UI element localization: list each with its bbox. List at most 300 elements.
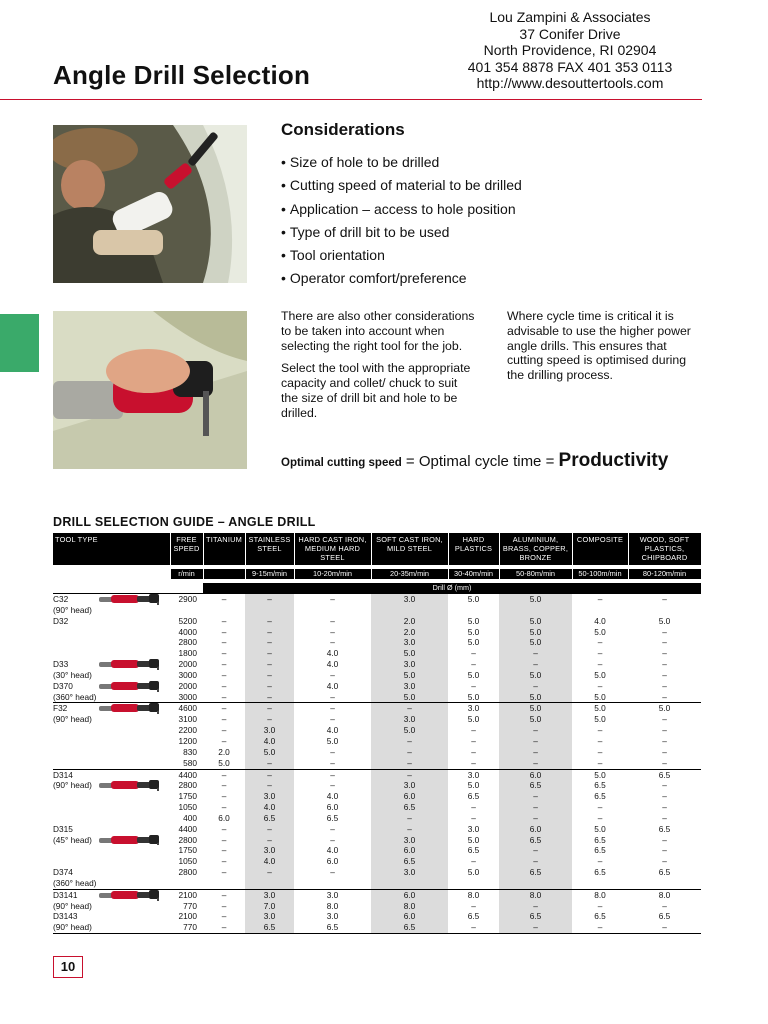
productivity-formula [281, 450, 668, 472]
tool-type-label: (45° head) [53, 834, 92, 845]
drill-size-cell: – [221, 802, 227, 813]
drill-size-cell: 3.0 [371, 780, 448, 791]
drill-size-cell: – [662, 659, 667, 670]
drill-size-cell: 5.0 [467, 867, 480, 878]
drill-size-cell: – [662, 780, 667, 791]
free-speed-cell: 2000 [178, 680, 197, 691]
tool-type-cell [53, 901, 170, 912]
drill-size-cell: 6.0 [371, 911, 448, 922]
angle-drill-icon [99, 659, 165, 670]
drill-size-cell: – [203, 703, 245, 714]
tool-type-cell [53, 824, 170, 835]
drill-size-cell: – [245, 637, 294, 648]
tool-type-label: (360° head) [53, 691, 97, 702]
drill-size-cell: – [499, 813, 572, 824]
drill-size-cell: – [330, 615, 335, 626]
drill-size-cell: 6.5 [467, 791, 480, 802]
contact-phone: 401 354 8878 FAX 401 353 0113 [467, 58, 673, 75]
drill-size-cell: – [471, 900, 476, 911]
drill-size-cell: 5.0 [467, 669, 480, 680]
free-speed-cell: 2100 [178, 911, 197, 922]
table-row [53, 648, 701, 659]
free-speed-cell: 3000 [178, 691, 197, 702]
drill-size-cell [499, 878, 572, 889]
formula-equals: = [401, 453, 419, 470]
units-cell: 10-20m/min [294, 569, 371, 579]
drill-size-cell: – [597, 900, 603, 911]
table-row [53, 901, 701, 912]
contact-name: Lou Zampini & Associates [489, 9, 651, 25]
list-item: • Size of hole to be drilled [281, 152, 522, 175]
free-speed-cell: 4600 [170, 703, 203, 714]
drill-size-cell: 8.0 [628, 889, 701, 900]
free-speed-cell: 2900 [170, 594, 203, 605]
drill-size-cell: – [471, 735, 476, 746]
drill-size-cell: 5.0 [467, 714, 480, 725]
drill-size-cell: 3.0 [245, 845, 294, 856]
drill-size-cell: 4.0 [326, 659, 339, 670]
drill-size-cell: – [221, 922, 227, 933]
drill-size-cell: – [499, 725, 572, 736]
drill-size-cell: 5.0 [499, 637, 572, 648]
drill-size-cell: – [330, 669, 335, 680]
drill-size-cell: 5.0 [467, 626, 480, 637]
free-speed-cell: 2800 [178, 867, 197, 878]
drill-size-cell: – [245, 681, 294, 692]
drill-size-cell [628, 878, 701, 889]
drill-size-cell: 6.5 [499, 835, 572, 846]
table-row [53, 922, 701, 933]
table-row [53, 703, 701, 714]
drill-size-cell: – [245, 824, 294, 835]
tool-type-label: D3143 [53, 911, 78, 922]
drill-size-cell: 5.0 [467, 834, 480, 845]
drill-size-cell: 8.0 [499, 889, 572, 900]
considerations-heading: Considerations [281, 120, 405, 139]
drill-size-cell: – [471, 922, 476, 933]
drill-size-cell: 5.0 [499, 670, 572, 681]
tool-type-label: D374 [53, 867, 73, 878]
tool-type-cell [53, 835, 170, 846]
drill-size-cell: 5.0 [467, 780, 480, 791]
drill-size-cell: – [597, 812, 603, 823]
drill-size-cell: 6.5 [628, 769, 701, 780]
drill-size-cell: – [330, 714, 335, 725]
page-number: 10 [53, 956, 83, 978]
free-speed-cell [170, 878, 203, 889]
drill-size-cell: 4.0 [326, 845, 339, 856]
column-header: HARD CAST IRON, MEDIUM HARD STEEL [294, 533, 371, 565]
drill-size-cell [371, 878, 448, 889]
free-speed-cell: 5200 [178, 615, 197, 626]
drill-size-cell: – [330, 691, 335, 702]
free-speed-cell: 4400 [170, 769, 203, 780]
drill-size-cell: 5.0 [467, 637, 480, 648]
drill-size-cell [245, 878, 294, 889]
drill-size-cell: – [662, 680, 667, 691]
drill-size-cell: – [371, 813, 448, 824]
free-speed-cell: 2800 [178, 780, 197, 791]
drill-size-cell: – [662, 735, 667, 746]
table-row [53, 594, 701, 605]
drill-size-cell: – [245, 714, 294, 725]
table-row [53, 714, 701, 725]
drill-size-cell: – [499, 648, 572, 659]
drill-selection-table [53, 533, 702, 934]
drill-size-cell: 5.0 [371, 725, 448, 736]
tool-type-cell [53, 681, 170, 692]
list-item: • Operator comfort/preference [281, 268, 522, 291]
drill-size-cell: – [597, 735, 603, 746]
formula-equals: = [541, 453, 559, 470]
free-speed-cell: 400 [183, 812, 197, 823]
drill-size-cell: – [245, 648, 294, 659]
table-row [53, 813, 701, 824]
drill-size-cell: – [221, 659, 227, 670]
drill-size-cell [448, 878, 499, 889]
formula-part-2: Optimal cycle time [418, 453, 542, 470]
drill-size-cell: 3.0 [245, 791, 294, 802]
drill-size-cell: – [221, 691, 227, 702]
units-cell: 50-100m/min [572, 569, 628, 579]
drill-size-cell: 6.5 [594, 780, 606, 791]
free-speed-cell [170, 605, 203, 616]
drill-size-cell: 6.5 [594, 791, 606, 802]
free-speed-cell: 2000 [178, 659, 197, 670]
drill-size-cell: – [221, 680, 227, 691]
drill-size-cell: – [330, 637, 335, 648]
section-tab [0, 314, 39, 372]
drill-size-cell: 5.0 [594, 691, 606, 702]
drill-size-cell: 6.0 [326, 802, 339, 813]
drill-size-cell: – [221, 714, 227, 725]
angle-drill-icon [99, 703, 165, 714]
drill-size-cell: – [221, 823, 227, 834]
drill-size-cell: 5.0 [594, 823, 606, 834]
tool-type-label: D3141 [53, 889, 78, 900]
drill-size-cell: – [662, 757, 667, 768]
drill-size-cell: 5.0 [499, 616, 572, 627]
drill-size-cell [294, 878, 371, 889]
drill-size-cell: – [245, 670, 294, 681]
tool-type-label: (360° head) [53, 877, 97, 888]
column-header: TITANIUM [203, 533, 245, 565]
tool-type-cell [53, 637, 170, 648]
table-row [53, 627, 701, 638]
drill-size-cell: – [245, 594, 294, 605]
drill-size-cell: 3.0 [326, 911, 339, 922]
drill-size-cell: 8.0 [448, 889, 499, 900]
tool-type-cell [53, 867, 170, 878]
drill-size-cell: – [203, 769, 245, 780]
tool-type-cell [53, 648, 170, 659]
formula-part-3: Productivity [558, 450, 669, 471]
drill-size-cell: 5.0 [499, 703, 572, 714]
drill-size-cell: – [499, 747, 572, 758]
drill-size-cell: 5.0 [326, 735, 339, 746]
drill-size-cell: 8.0 [371, 901, 448, 912]
drill-size-cell: – [371, 703, 448, 714]
drill-size-cell: – [294, 769, 371, 780]
table-row [53, 878, 701, 889]
drill-size-cell [203, 605, 245, 616]
drill-size-cell: – [221, 856, 227, 867]
guide-title: DRILL SELECTION GUIDE – ANGLE DRILL [53, 515, 316, 529]
tool-type-cell [53, 692, 170, 703]
drill-size-cell: – [371, 747, 448, 758]
contact-block [430, 9, 710, 92]
drill-size-cell: 6.5 [658, 911, 671, 922]
drill-size-cell: 5.0 [658, 615, 671, 626]
drill-size-cell [203, 878, 245, 889]
drill-size-cell: – [330, 834, 335, 845]
drill-size-cell: – [371, 824, 448, 835]
drill-size-cell: 5.0 [499, 627, 572, 638]
body-left-column [281, 309, 477, 429]
drill-size-cell: 2.0 [218, 746, 230, 757]
drill-size-cell: 6.5 [658, 823, 671, 834]
drill-size-cell: 3.0 [371, 637, 448, 648]
table-row [53, 867, 701, 878]
units-cell: 50-80m/min [499, 569, 572, 579]
drill-size-cell: 5.0 [572, 703, 628, 714]
drill-size-cell: – [245, 835, 294, 846]
tool-type-label: D32 [53, 615, 69, 626]
tool-type-cell [53, 605, 170, 616]
drill-size-cell: – [597, 802, 603, 813]
table-row [53, 681, 701, 692]
angle-drill-icon [99, 594, 165, 605]
drill-size-cell: – [471, 680, 476, 691]
column-header: ALUMINIUM, BRASS, COPPER, BRONZE [499, 533, 572, 565]
tool-type-cell [53, 911, 170, 922]
drill-size-cell: 6.0 [218, 812, 230, 823]
drill-size-cell: – [471, 648, 476, 659]
tool-type-label: (90° head) [53, 714, 92, 725]
drill-size-cell: 6.5 [371, 802, 448, 813]
list-item: • Cutting speed of material to be drilled [281, 175, 522, 198]
drill-size-cell: – [221, 648, 227, 659]
drill-size-cell: – [662, 802, 667, 813]
drill-size-cell: 4.0 [594, 615, 606, 626]
drill-size-cell: – [597, 637, 603, 648]
drill-size-cell: 3.0 [371, 835, 448, 846]
tool-type-label: (90° head) [53, 604, 92, 615]
drill-size-cell: 3.0 [245, 911, 294, 922]
drill-size-cell: – [662, 626, 667, 637]
drill-size-cell: 6.5 [594, 867, 606, 878]
drill-size-cell: – [221, 735, 227, 746]
drill-size-cell: 3.0 [448, 769, 499, 780]
column-header: SOFT CAST IRON, MILD STEEL [371, 533, 448, 565]
table-row [53, 769, 701, 780]
table-row [53, 835, 701, 846]
drill-size-cell: 6.0 [499, 824, 572, 835]
drill-size-cell: – [221, 900, 227, 911]
tool-type-label: F32 [53, 703, 68, 714]
drill-size-cell: 4.0 [326, 648, 339, 659]
drill-size-cell: – [330, 626, 335, 637]
drill-size-cell: – [203, 889, 245, 900]
drill-size-cell: 5.0 [499, 714, 572, 725]
drill-size-cell: 5.0 [594, 626, 606, 637]
drill-size-cell: 3.0 [371, 659, 448, 670]
units-row [53, 569, 701, 579]
drill-size-cell: – [572, 594, 628, 605]
drill-size-cell: – [245, 703, 294, 714]
drill-size-cell: 5.0 [628, 703, 701, 714]
drill-size-cell: 5.0 [594, 714, 606, 725]
drill-size-cell: 5.0 [218, 757, 230, 768]
contact-city: North Providence, RI 02904 [483, 42, 657, 59]
free-speed-cell: 830 [183, 746, 197, 757]
drill-size-cell: – [371, 736, 448, 747]
free-speed-cell: 1800 [178, 648, 197, 659]
body-paragraph: There are also other considerations to be taken into account when selecting the right tool for the job. [281, 309, 475, 353]
angle-drill-icon [99, 780, 165, 791]
table-row [53, 670, 701, 681]
drill-size-cell: 6.5 [245, 813, 294, 824]
drill-size-cell: – [499, 901, 572, 912]
drill-size-cell: 6.5 [245, 922, 294, 933]
tool-type-cell [53, 725, 170, 736]
tool-type-cell [53, 922, 170, 933]
table-row [53, 725, 701, 736]
contact-street: 37 Conifer Drive [519, 25, 621, 42]
drill-size-cell: – [499, 791, 572, 802]
drill-size-cell: 6.0 [371, 791, 448, 802]
drill-size-cell: 3.0 [245, 725, 294, 736]
drill-size-cell: 6.5 [326, 812, 339, 823]
drill-size-cell: – [471, 757, 476, 768]
drill-size-cell: – [662, 845, 667, 856]
table-row [53, 845, 701, 856]
drill-size-cell: 3.0 [294, 889, 371, 900]
drill-size-cell: – [471, 856, 476, 867]
drill-size-cell: – [245, 692, 294, 703]
drill-size-cell: – [597, 648, 603, 659]
drill-size-cell: 6.0 [326, 856, 339, 867]
table-row [53, 824, 701, 835]
tool-type-cell [53, 616, 170, 627]
drill-size-cell: 6.5 [594, 911, 606, 922]
tool-type-label: D33 [53, 659, 69, 670]
tool-type-cell [53, 889, 170, 900]
drill-size-cell: – [245, 758, 294, 769]
drill-size-cell: – [662, 691, 667, 702]
angle-drill-icon [99, 681, 165, 692]
units-cell: 30-40m/min [448, 569, 499, 579]
drill-size-cell: 5.0 [371, 670, 448, 681]
drill-size-cell: – [499, 922, 572, 933]
tool-type-cell [53, 736, 170, 747]
drill-size-cell: – [221, 626, 227, 637]
contact-web[interactable]: http://www.desouttertools.com [476, 75, 664, 92]
list-item: • Type of drill bit to be used [281, 222, 522, 245]
body-paragraph: Where cycle time is critical it is advisable to use the higher power angle drills. This ensures that cutting speed is optimised during the drilling process. [507, 309, 691, 383]
tool-type-cell [53, 878, 170, 889]
free-speed-cell: 1750 [178, 845, 197, 856]
drill-size-cell: 6.5 [499, 911, 572, 922]
drill-size-cell: – [597, 757, 603, 768]
drill-size-cell: 4.0 [326, 725, 339, 736]
drill-size-cell: – [499, 736, 572, 747]
drill-size-cell [628, 605, 701, 616]
table-row [53, 736, 701, 747]
drill-size-cell: – [499, 681, 572, 692]
drill-size-cell: – [371, 758, 448, 769]
drill-size-cell: 3.0 [371, 681, 448, 692]
drill-size-cell: 8.0 [326, 900, 339, 911]
column-header: COMPOSITE [572, 533, 628, 565]
column-header: HARD PLASTICS [448, 533, 499, 565]
drill-size-cell: – [221, 911, 227, 922]
tool-type-cell [53, 703, 170, 714]
tool-type-cell [53, 659, 170, 670]
drill-size-cell [294, 605, 371, 616]
free-speed-cell: 3100 [178, 714, 197, 725]
drill-size-cell: – [371, 769, 448, 780]
tool-type-label: (90° head) [53, 922, 92, 933]
drill-size-cell [371, 605, 448, 616]
formula-part-1: Optimal cutting speed [281, 457, 402, 469]
tool-type-cell [53, 856, 170, 867]
drill-size-cell: 6.5 [371, 856, 448, 867]
drill-size-cell: – [499, 659, 572, 670]
drill-diameter-label: Drill Ø (mm) [203, 583, 701, 594]
tool-type-cell [53, 594, 170, 605]
drill-size-cell [572, 878, 628, 889]
drill-size-cell: – [221, 867, 227, 878]
free-speed-cell: 1050 [178, 802, 197, 813]
drill-size-cell: – [245, 780, 294, 791]
drill-size-cell: 6.5 [658, 867, 671, 878]
drill-size-cell: 5.0 [467, 691, 480, 702]
angle-drill-icon [99, 889, 165, 900]
free-speed-cell: 2800 [178, 637, 197, 648]
drill-size-cell: – [662, 648, 667, 659]
free-speed-cell: 3000 [178, 669, 197, 680]
drill-size-cell: – [471, 802, 476, 813]
drill-size-cell: – [499, 802, 572, 813]
drill-size-cell: – [294, 594, 371, 605]
free-speed-cell: 1750 [178, 791, 197, 802]
units-cell [53, 569, 170, 579]
drill-size-cell: 3.0 [467, 823, 480, 834]
drill-size-cell: – [221, 669, 227, 680]
drill-size-cell: – [221, 725, 227, 736]
table-row [53, 605, 701, 616]
drill-size-cell [245, 605, 294, 616]
table-row [53, 692, 701, 703]
table-row [53, 758, 701, 769]
drill-size-cell: 6.0 [371, 845, 448, 856]
tool-type-cell [53, 791, 170, 802]
drill-size-cell: – [221, 780, 227, 791]
drill-size-cell: – [330, 757, 335, 768]
table-row [53, 802, 701, 813]
tool-type-cell [53, 813, 170, 824]
drill-size-cell: 6.5 [326, 922, 339, 933]
drill-size-cell: – [245, 769, 294, 780]
table-row [53, 791, 701, 802]
tool-type-cell [53, 780, 170, 791]
drill-size-cell: – [662, 714, 667, 725]
drill-size-cell: 2.0 [371, 616, 448, 627]
drill-size-cell: – [597, 856, 603, 867]
drill-size-cell [572, 605, 628, 616]
drill-size-cell: – [203, 594, 245, 605]
